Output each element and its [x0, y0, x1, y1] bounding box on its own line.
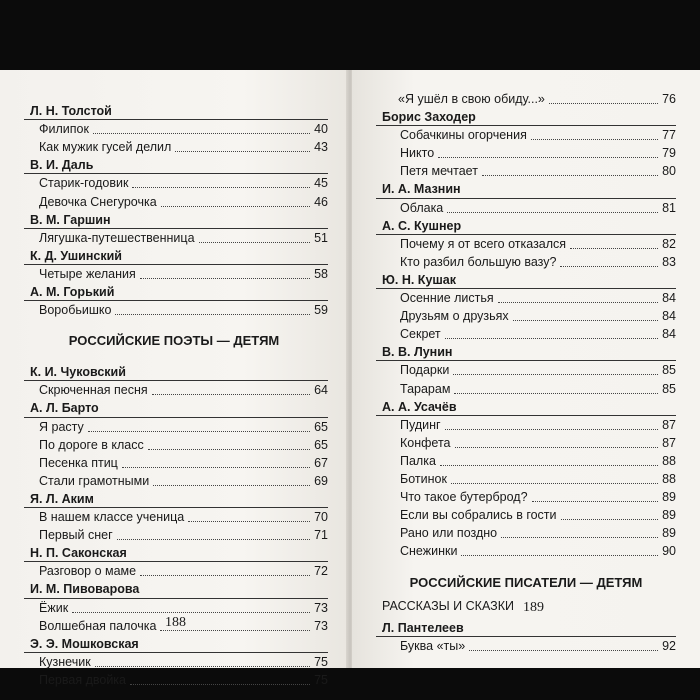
entry-page: 89	[662, 490, 676, 505]
entry-page: 65	[314, 419, 328, 434]
toc-entry	[39, 526, 328, 544]
toc-entry	[400, 126, 676, 144]
toc-entry	[39, 193, 328, 211]
entry-title: Буква «ты»	[400, 638, 466, 653]
leader-dots	[199, 242, 311, 243]
entry-title: Если вы собрались в гости	[400, 508, 557, 523]
entry-title: Как мужик гусей делил	[39, 140, 172, 155]
entry-page: 71	[314, 528, 328, 543]
entry-title: Девочка Снегурочка	[39, 194, 157, 209]
leader-dots	[93, 133, 310, 134]
left-page	[0, 70, 348, 687]
entry-page: 89	[662, 508, 676, 523]
entry-page: 65	[314, 437, 328, 452]
entry-title: Филипок	[39, 122, 89, 137]
leader-dots	[132, 187, 310, 188]
entry-page: 75	[314, 672, 328, 687]
entry-page: 82	[662, 236, 676, 251]
toc-entry	[400, 253, 676, 271]
right-page	[352, 70, 700, 668]
entry-page: 85	[662, 381, 676, 396]
open-book	[0, 70, 700, 687]
author-name: И. М. Пивоварова	[30, 582, 140, 597]
page-number-right: 189	[523, 600, 544, 615]
leader-dots	[95, 666, 310, 667]
author-name: Я. Л. Аким	[30, 491, 94, 506]
leader-dots	[140, 278, 310, 279]
entry-title: Стали грамотными	[39, 473, 150, 488]
leader-dots	[88, 431, 310, 432]
toc-entry	[39, 265, 328, 283]
leader-dots	[175, 151, 310, 152]
leader-dots	[461, 555, 658, 556]
leader-dots	[498, 302, 658, 303]
author-name: А. М. Горький	[30, 285, 115, 299]
entry-page: 40	[314, 122, 328, 137]
entry-page: 83	[662, 254, 676, 269]
entry-title: Снежинки	[400, 544, 458, 559]
leader-dots	[453, 374, 658, 375]
entry-title: В нашем классе ученица	[39, 510, 185, 524]
entry-title: Кто разбил большую вазу?	[400, 254, 557, 269]
leader-dots	[130, 684, 310, 685]
toc-entry	[39, 653, 328, 671]
leader-dots	[148, 449, 310, 450]
leader-dots	[140, 575, 310, 576]
page-number-left: 188	[165, 615, 186, 630]
author-name: Н. П. Саконская	[30, 546, 127, 561]
leader-dots	[561, 519, 659, 520]
entry-title: Конфета	[400, 435, 451, 450]
toc-entry	[39, 562, 328, 580]
entry-title: Подарки	[400, 363, 450, 378]
entry-page: 67	[314, 455, 328, 470]
author-name: В. В. Лунин	[382, 345, 453, 360]
entry-page: 88	[662, 453, 676, 468]
toc-entry	[400, 361, 676, 379]
entry-title: Скрюченная песня	[39, 383, 148, 398]
entry-page: 59	[314, 303, 328, 318]
toc-entry	[39, 229, 328, 247]
entry-page: 90	[662, 544, 676, 559]
entry-title: Ёжик	[39, 600, 69, 615]
author-name: К. И. Чуковский	[30, 365, 126, 380]
author-name: Л. Пантелеев	[382, 620, 464, 635]
author-name: Э. Э. Мошковская	[30, 636, 139, 651]
author-name: К. Д. Ушинский	[30, 248, 122, 263]
entry-page: 80	[662, 164, 676, 179]
leader-dots	[188, 521, 310, 522]
entry-page: 84	[662, 291, 676, 305]
entry-title: Волшебная палочка	[39, 618, 157, 633]
entry-title: Тарарам	[400, 381, 451, 396]
entry-title: Ботинок	[400, 472, 447, 486]
toc-entry	[39, 174, 328, 192]
entry-title: Воробьишко	[39, 303, 112, 318]
leader-dots	[445, 338, 658, 339]
entry-page: 84	[662, 327, 676, 342]
entry-page: 77	[662, 128, 676, 143]
toc-entry	[39, 599, 328, 617]
entry-page: 43	[314, 140, 328, 155]
leader-dots	[454, 393, 658, 394]
entry-title: Друзьям о друзьях	[400, 309, 509, 324]
toc-entry	[400, 524, 676, 542]
entry-title: Разговор о маме	[39, 564, 137, 579]
leader-dots	[560, 266, 658, 267]
toc-entry	[400, 144, 676, 162]
author-name: А. Л. Барто	[30, 401, 99, 416]
toc-entry	[39, 381, 328, 399]
entry-page: 73	[314, 600, 328, 615]
leader-dots	[153, 485, 310, 486]
toc-entry	[39, 301, 328, 319]
entry-title: Четыре желания	[39, 266, 136, 281]
leader-dots	[447, 212, 658, 213]
toc-entry	[39, 671, 328, 689]
leader-dots	[115, 314, 310, 315]
entry-page: 81	[662, 200, 676, 215]
toc-entry	[39, 138, 328, 156]
entry-title: «Я ушёл в свою обиду...»	[398, 92, 545, 106]
leader-dots	[445, 429, 659, 430]
toc-entry	[400, 289, 676, 307]
author-name: Л. Н. Толстой	[30, 104, 112, 118]
entry-page: 75	[314, 654, 328, 669]
subsection-title: РАССКАЗЫ И СКАЗКИ	[382, 598, 514, 613]
entry-page: 72	[314, 564, 328, 579]
toc-entry	[400, 637, 676, 655]
toc-entry	[39, 120, 328, 138]
leader-dots	[117, 539, 310, 540]
entry-title: Почему я от всего отказался	[400, 236, 567, 251]
entry-title: Первая двойка	[39, 672, 127, 687]
leader-dots	[532, 501, 659, 502]
entry-page: 46	[314, 194, 328, 209]
author-name: И. А. Мазнин	[382, 182, 461, 197]
entry-page: 84	[662, 309, 676, 324]
entry-page: 51	[314, 230, 328, 245]
toc-entry	[400, 416, 676, 434]
toc-entry	[400, 506, 676, 524]
entry-page: 79	[662, 146, 676, 161]
toc-entry	[400, 434, 676, 452]
toc-entry	[400, 235, 676, 253]
author-name: Борис Заходер	[382, 110, 476, 124]
leader-dots	[440, 465, 658, 466]
entry-page: 85	[662, 363, 676, 378]
entry-title: Кузнечик	[39, 654, 91, 669]
entry-page: 70	[314, 510, 328, 524]
toc-entry	[400, 380, 676, 398]
entry-title: Я расту	[39, 419, 84, 434]
leader-dots	[122, 467, 310, 468]
entry-page: 64	[314, 383, 328, 398]
entry-page: 69	[314, 473, 328, 488]
section-title-writers: РОССИЙСКИЕ ПИСАТЕЛИ — ДЕТЯМ	[409, 574, 643, 590]
author-name: А. С. Кушнер	[382, 218, 462, 233]
leader-dots	[438, 157, 658, 158]
toc-entry	[400, 307, 676, 325]
author-name: В. М. Гаршин	[30, 212, 111, 227]
leader-dots	[513, 320, 658, 321]
entry-title: Первый снег	[39, 528, 113, 543]
entry-title: Собачкины огорчения	[400, 128, 527, 143]
leader-dots	[455, 447, 659, 448]
leader-dots	[570, 248, 658, 249]
entry-title: Секрет	[400, 327, 441, 342]
toc-entry	[400, 162, 676, 180]
leader-dots	[72, 612, 310, 613]
leader-dots	[451, 483, 658, 484]
author-name: В. И. Даль	[30, 158, 94, 173]
entry-title: Старик-годовик	[39, 176, 129, 191]
entry-page: 88	[662, 472, 676, 486]
entry-page: 87	[662, 417, 676, 432]
entry-page: 92	[662, 638, 676, 653]
toc-entry	[400, 542, 676, 560]
entry-title: Осенние листья	[400, 291, 494, 305]
entry-page: 58	[314, 266, 328, 281]
author-name: Ю. Н. Кушак	[382, 272, 457, 287]
entry-title: Песенка птиц	[39, 455, 118, 470]
entry-title: Пудинг	[400, 417, 441, 432]
toc-entry	[39, 508, 328, 526]
section-title-poets: РОССИЙСКИЕ ПОЭТЫ — ДЕТЯМ	[68, 333, 280, 349]
toc-entry	[39, 454, 328, 472]
entry-page: 73	[314, 618, 328, 633]
leader-dots	[482, 175, 658, 176]
entry-page: 87	[662, 435, 676, 450]
toc-entry	[400, 199, 676, 217]
entry-page: 76	[662, 92, 676, 106]
toc-entry	[39, 472, 328, 490]
toc-entry	[398, 90, 676, 108]
toc-entry	[400, 470, 676, 488]
entry-title: Петя мечтает	[400, 164, 478, 179]
author-name: А. А. Усачёв	[382, 399, 457, 414]
leader-dots	[501, 537, 658, 538]
leader-dots	[161, 206, 310, 207]
entry-title: Палка	[400, 453, 436, 468]
entry-title: Лягушка-путешественница	[39, 230, 195, 245]
entry-title: Рано или поздно	[400, 526, 498, 541]
toc-entry	[400, 325, 676, 343]
toc-entry	[39, 436, 328, 454]
leader-dots	[152, 394, 310, 395]
entry-title: По дороге в класс	[39, 437, 144, 452]
toc-entry	[400, 452, 676, 470]
toc-entry	[400, 488, 676, 506]
entry-page: 45	[314, 176, 328, 191]
toc-entry	[39, 418, 328, 436]
entry-title: Что такое бутерброд?	[400, 490, 528, 505]
entry-title: Никто	[400, 146, 435, 161]
entry-title: Облака	[400, 200, 444, 215]
leader-dots	[549, 103, 658, 104]
entry-page: 89	[662, 526, 676, 541]
leader-dots	[469, 650, 658, 651]
leader-dots	[531, 139, 658, 140]
